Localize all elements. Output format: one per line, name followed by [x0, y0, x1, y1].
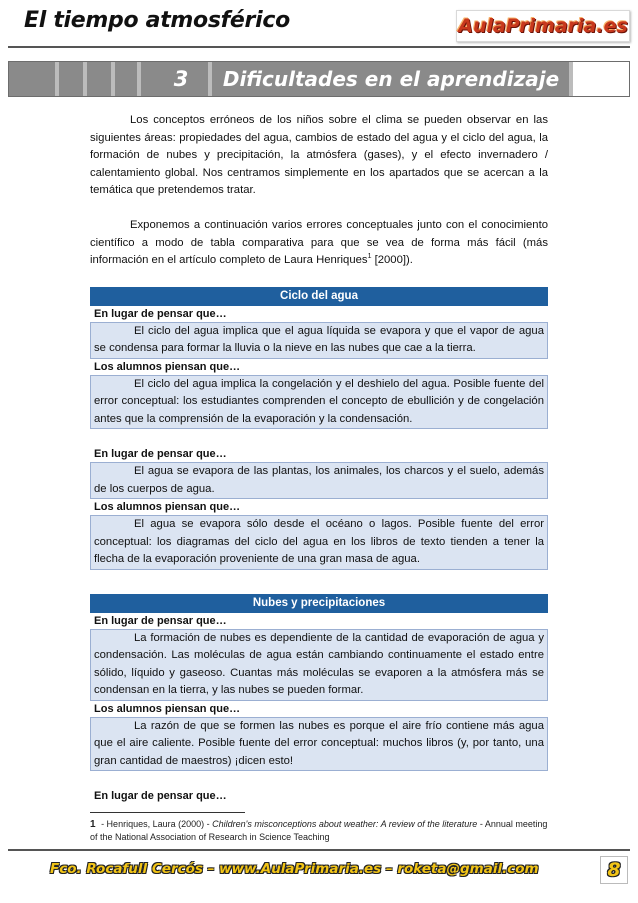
instead-label: En lugar de pensar que…: [94, 790, 227, 803]
intro-paragraph-2-text: Exponemos a continuación varios errores conceptuales junto con el conocimiento científico a modo de tabla comparativa para que se vea de forma más fácil (más información en el artículo completo de Laura Henriques: [90, 218, 548, 267]
table-title: Ciclo del agua: [90, 287, 548, 306]
instead-label: En lugar de pensar que…: [94, 307, 227, 320]
misconception-cell: El ciclo del agua implica la congelación y el deshielo del agua. Posible fuente del error conceptual: los estudiantes comprenden el concepto de ebullición y de congelación antes que la comprensión de la evaporación y la condensación.: [90, 375, 548, 430]
footnote-reference[interactable]: 1: [367, 253, 372, 261]
section-number: 3: [173, 67, 189, 91]
main-content: [90, 112, 548, 804]
comparison-table-clouds: [90, 594, 548, 805]
misconception-cell: El agua se evapora sólo desde el océano o lagos. Posible fuente del error conceptual: los diagramas del ciclo del agua en los libros de texto tienden a tener la flecha de la evaporación proveniente de una gran masa de agua.: [90, 515, 548, 570]
table-spacer: [90, 771, 548, 788]
footnote-mark: 1: [90, 819, 96, 830]
table-title: Nubes y precipitaciones: [90, 594, 548, 613]
page-number: 8: [600, 856, 628, 884]
header-divider: [8, 46, 630, 48]
scientific-concept-cell: El ciclo del agua implica que el agua líquida se evapora y que el vapor de agua se condensa para formar la lluvia o la nieve en las nubes que cae a la tierra.: [90, 322, 548, 359]
intro-paragraph: Los conceptos erróneos de los niños sobre el clima se pueden observar en las siguientes áreas: propiedades del agua, cambios de estado del agua y el ciclo del agua, la formación de nubes y precipitación, la atmósfera (gases), y el efecto invernadero / calentamiento global. Nos centramos simplemente en los apartados que se acercan a la temática que pretendemos tratar.: [90, 114, 548, 197]
scientific-concept-cell: El agua se evapora de las plantas, los animales, los charcos y el suelo, además de los cuerpos de agua.: [90, 462, 548, 499]
students-label: Los alumnos piensan que…: [94, 702, 241, 715]
aulaprimaria-logo: AulaPrimaria.es: [456, 10, 630, 42]
footer-credit: Fco. Rocafull Cercós – www.AulaPrimaria.es – roketa@gmail.com: [50, 861, 539, 877]
banner-stripe: [55, 62, 59, 96]
banner-stripe: [83, 62, 87, 96]
footnote-text-end: - Annual meeting of the National Association of Research in Science Teaching: [90, 819, 548, 842]
banner-stripe: [111, 62, 115, 96]
footnote: [90, 818, 550, 844]
footnote-divider: [90, 812, 245, 813]
document-title: El tiempo atmosférico: [24, 8, 290, 33]
footer-divider: [8, 849, 630, 851]
instead-label: En lugar de pensar que…: [94, 614, 227, 627]
footnote-article-title: Children's misconceptions about weather: A review of the literature: [212, 819, 478, 829]
students-label: Los alumnos piensan que…: [94, 501, 241, 514]
footnote-text: - Henriques, Laura (2000) -: [98, 819, 213, 829]
section-banner: [8, 61, 630, 97]
banner-end-cap: [569, 62, 629, 96]
scientific-concept-cell: La formación de nubes es dependiente de la cantidad de evaporación de agua y condensación. Las moléculas de agua están cambiando continuamente el estado entre sólido, líquido y gaseoso. Cuantas más moléculas se evaporen a la atmósfera más se condensan en la tierra, y las nubes se pueden formar.: [90, 629, 548, 701]
misconception-cell: La razón de que se formen las nubes es porque el aire frío contiene más agua que el aire caliente. Posible fuente del error conceptual: muchos libros (y, por tanto, una gran cantidad de maestros) ¡dicen esto!: [90, 717, 548, 772]
comparison-table-water-cycle: [90, 287, 548, 570]
section-title: Dificultades en el aprendizaje: [222, 67, 560, 91]
intro-paragraph-2: [90, 217, 548, 270]
students-label: Los alumnos piensan que…: [94, 360, 241, 373]
intro-paragraph-2-end: [2000]).: [371, 254, 413, 267]
table-spacer: [90, 429, 548, 446]
instead-label: En lugar de pensar que…: [94, 448, 227, 461]
banner-stripe: [137, 62, 141, 96]
